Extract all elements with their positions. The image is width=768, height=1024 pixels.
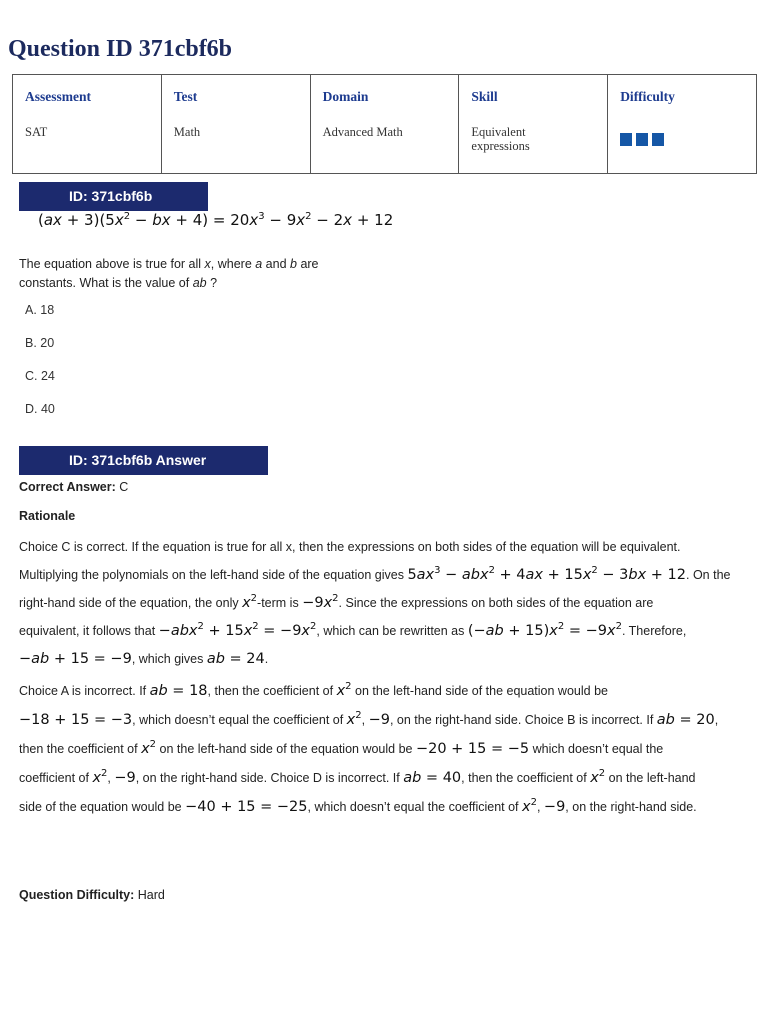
paragraph-1-line: equivalent, it follows that $-abx^2 + 15x^2 = -9x^2$, which can be rewritten as $(-ab + 15)x^2 = -9x^2$. Therefore, <box>19 621 687 639</box>
assessment-value: SAT <box>25 125 48 139</box>
question-difficulty-label: Question Difficulty: <box>19 888 135 902</box>
domain-header: Domain <box>322 89 369 104</box>
difficulty-bars <box>620 133 744 146</box>
question-equation: $(ax + 3)(5x^2$ − bx + $4) = 20x^3 - 9x^2 - 2x + 12$ <box>38 211 394 229</box>
skill-value: Equivalent expressions <box>471 125 530 153</box>
paragraph-2-line: −18 + 15 = −3, which doesn’t equal the coefficient of $x^2$, −9, on the right-hand side. Choice B is incorrect. If ab = 20, <box>19 710 719 728</box>
assessment-cell <box>13 75 162 174</box>
rationale-paragraph-1 <box>19 533 759 673</box>
correct-answer-label: Correct Answer: <box>19 480 116 494</box>
choice-c: C. 24 <box>25 369 55 383</box>
paragraph-1-line: Multiplying the polynomials on the left-hand side of the equation gives $5ax^3 - abx^2 + 4ax + 15x^2 - 3bx + 12$. On the <box>19 565 731 583</box>
question-prompt-line-1: The equation above is true for all x, where a and b are <box>19 257 319 271</box>
skill-cell <box>459 75 608 174</box>
rationale-heading: Rationale <box>19 509 76 523</box>
difficulty-bar <box>636 133 648 146</box>
correct-answer <box>19 480 128 494</box>
test-value: Math <box>173 125 201 139</box>
page-title: Question ID 371cbf6b <box>8 36 233 62</box>
difficulty-bar <box>652 133 664 146</box>
rationale-paragraph-2 <box>19 677 759 822</box>
paragraph-2-line: then the coefficient of $x^2$ on the left-hand side of the equation would be −20 + 15 = −5 which doesn’t equal the <box>19 739 664 757</box>
question-prompt-line-2: constants. What is the value of ab ? <box>19 276 218 290</box>
answer-id-banner: ID: 371cbf6b Answer <box>19 446 268 475</box>
choice-d: D. 40 <box>25 402 55 416</box>
difficulty-cell <box>608 75 757 174</box>
paragraph-1-line: −ab + 15 = −9, which gives ab = 24. <box>19 651 269 667</box>
assessment-header: Assessment <box>25 89 91 104</box>
difficulty-bar <box>620 133 632 146</box>
paragraph-1-line: right-hand side of the equation, the only $x^2$-term is $-9x^2$. Since the expressions on both sides of the equation are <box>19 593 654 611</box>
choice-a: A. 18 <box>25 303 55 317</box>
difficulty-header: Difficulty <box>620 89 675 104</box>
domain-value: Advanced Math <box>322 125 403 139</box>
choice-b: B. 20 <box>25 336 55 350</box>
question-metadata-table <box>12 74 757 174</box>
correct-answer-value: C <box>119 480 129 494</box>
question-id-banner: ID: 371cbf6b <box>19 182 208 211</box>
question-prompt <box>19 255 379 293</box>
paragraph-2-line: side of the equation would be −40 + 15 = −25, which doesn’t equal the coefficient of $x^2$, −9, on the right-hand side. <box>19 797 697 815</box>
paragraph-2-line: coefficient of $x^2$, −9, on the right-hand side. Choice D is incorrect. If ab = 40, then the coefficient of $x^2$ on the left-hand <box>19 768 696 786</box>
question-difficulty <box>19 888 165 902</box>
domain-cell <box>310 75 459 174</box>
test-cell <box>161 75 310 174</box>
paragraph-1-line: Choice C is correct. If the equation is true for all x, then the expressions on both sides of the equation will be equivalent. <box>19 540 681 554</box>
paragraph-2-line: Choice A is incorrect. If ab = 18, then the coefficient of $x^2$ on the left-hand side of the equation would be <box>19 681 608 699</box>
skill-header: Skill <box>471 89 498 104</box>
question-difficulty-value: Hard <box>137 888 165 902</box>
test-header: Test <box>173 89 198 104</box>
